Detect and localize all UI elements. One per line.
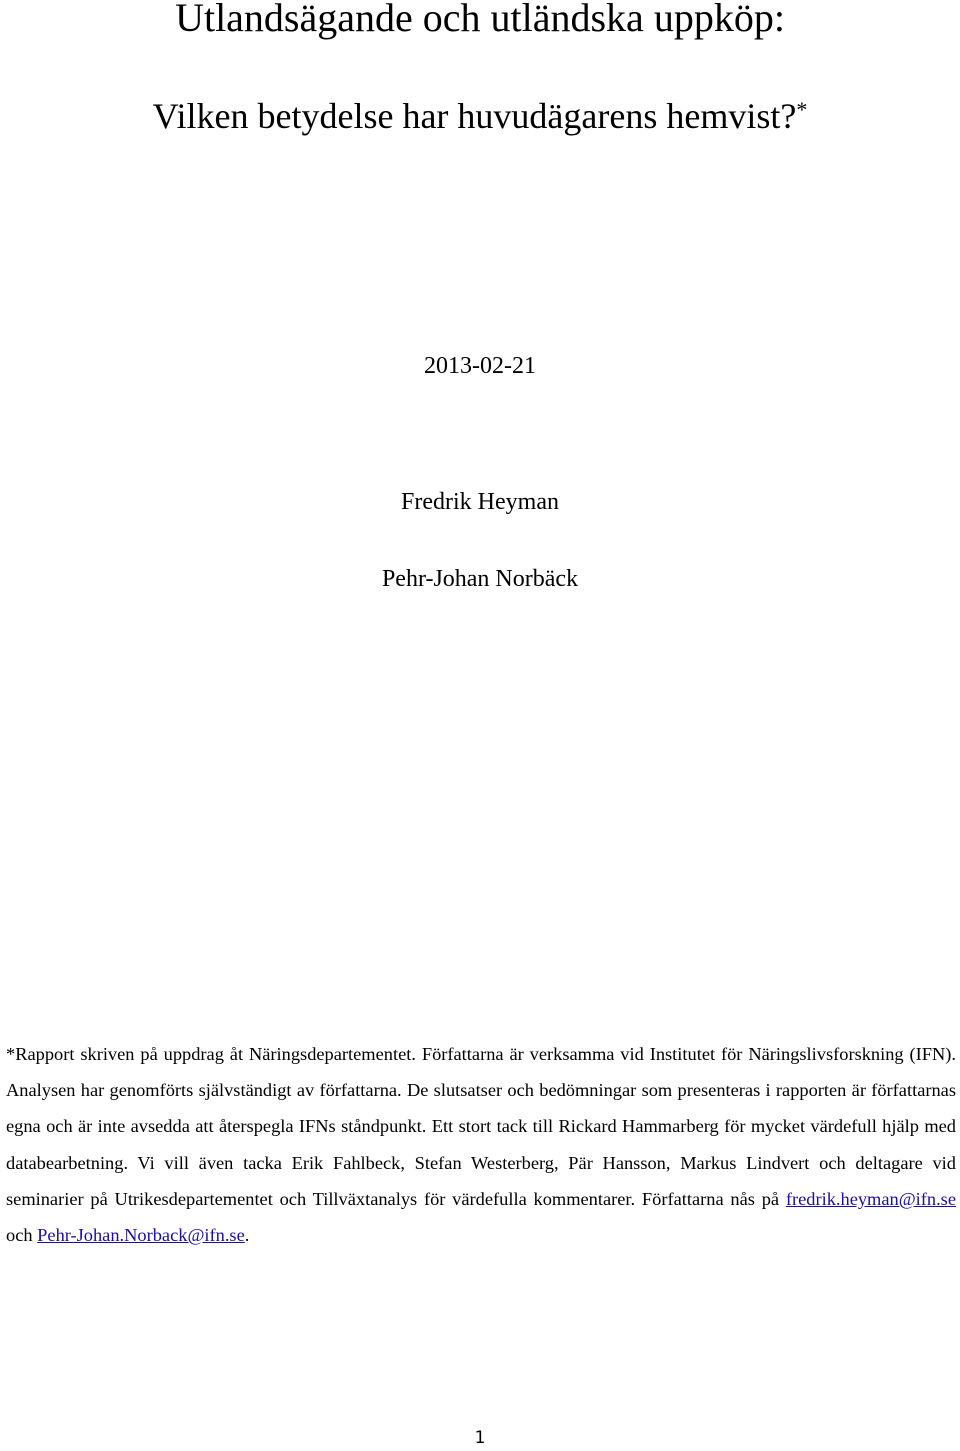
footnote-marker: *	[796, 97, 808, 122]
email-link-heyman[interactable]: fredrik.heyman@ifn.se	[785, 1188, 956, 1209]
author-name: Pehr-Johan Norbäck	[381, 566, 579, 592]
footnote-connector: och	[6, 1225, 33, 1246]
document-title: Utlandsägande och utländska uppköp:	[175, 0, 785, 40]
email-link-norback[interactable]: Pehr-Johan.Norback@ifn.se	[37, 1225, 245, 1246]
document-subtitle	[0, 94, 960, 138]
author-name: Fredrik Heyman	[401, 489, 559, 515]
subtitle-text: Vilken betydelse har huvudägarens hemvist?	[152, 96, 797, 136]
footnote	[6, 1036, 956, 1253]
footnote-end: .	[244, 1225, 250, 1246]
document-date: 2013-02-21	[424, 353, 536, 379]
footnote-text: *Rapport skriven på uppdrag åt Näringsdepartementet. Författarna är verksamma vid Institutet för Näringslivsforskning (IFN). Analysen har genomförts självständigt av författarna. De slutsatser och bedömningar som presenteras i rapporten är författarnas egna och är inte avsedda att återspegla IFNs ståndpunkt. Ett stort tack till Rickard Hammarberg för mycket värdefull hjälp med databearbetning. Vi vill även tacka Erik Fahlbeck, Stefan Westerberg, Pär Hansson, Markus Lindvert och deltagare vid seminarier på Utrikesdepartementet och Tillväxtanalys för värdefulla kommentarer. Författarna nås på	[6, 1044, 956, 1209]
page-number: 1	[474, 1428, 486, 1448]
